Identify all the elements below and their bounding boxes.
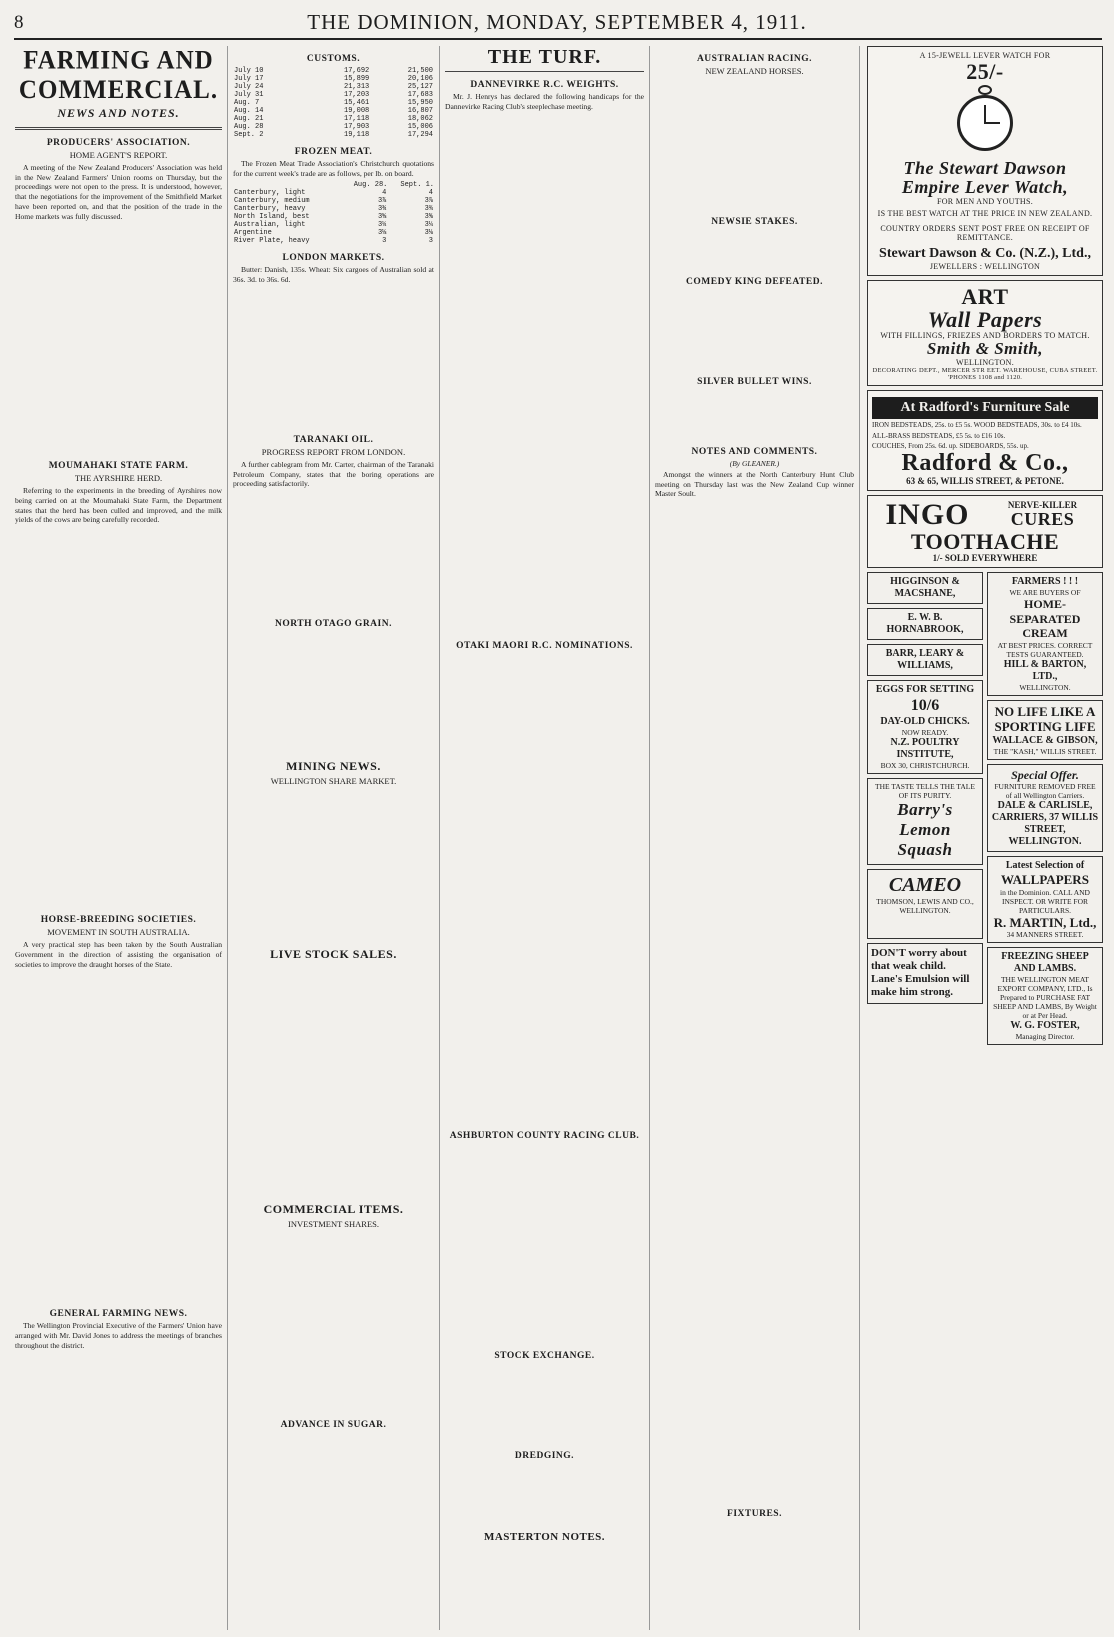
customs-cell: 17,903 bbox=[344, 123, 370, 131]
customs-cell: 15,950 bbox=[407, 99, 433, 107]
meat-cell: Australian, light bbox=[234, 221, 306, 230]
customs-row bbox=[233, 91, 434, 99]
ad-text: Managing Director. bbox=[1015, 1032, 1075, 1042]
stewart-dawson-ad bbox=[867, 46, 1103, 276]
article-subheading: NEW ZEALAND HORSES. bbox=[705, 66, 804, 76]
ad-headline: DAY-OLD CHICKS. bbox=[880, 715, 970, 727]
ad-headline: Empire Lever Watch, bbox=[901, 176, 1069, 197]
column-farming bbox=[10, 46, 228, 1630]
article-body bbox=[655, 289, 854, 369]
article-subheading: WELLINGTON SHARE MARKET. bbox=[270, 776, 397, 787]
ad-text: THOMSON, LEWIS AND CO., WELLINGTON. bbox=[876, 896, 974, 915]
customs-cell: 17,203 bbox=[344, 91, 370, 99]
customs-cell: 18,062 bbox=[407, 115, 433, 123]
article-body bbox=[655, 389, 854, 439]
ad-text: JEWELLERS : WELLINGTON bbox=[929, 261, 1041, 271]
customs-cell: July 17 bbox=[234, 75, 264, 83]
ad-text: DON'T worry about bbox=[871, 946, 967, 959]
ad-text: in the Dominion. bbox=[1000, 887, 1052, 897]
ad-text: DECORATING DEPT., MERCER STR EET. WAREHOUSE, CUBA STREET. 'PHONES 1108 and 1120. bbox=[872, 366, 1098, 381]
meat-cell: 3¾ bbox=[424, 205, 433, 214]
ad-text: BOX 30, CHRISTCHURCH. bbox=[880, 760, 970, 770]
column-australian-racing bbox=[650, 46, 860, 1630]
article-heading: TARANAKI OIL. bbox=[293, 434, 374, 445]
customs-row bbox=[233, 107, 434, 115]
ad-text: COUNTRY ORDERS SENT POST FREE ON RECEIPT OF REMITTANCE. bbox=[880, 223, 1090, 242]
customs-table bbox=[233, 67, 434, 139]
article-paragraph: Mr. J. Henrys has declared the following handicaps for the Dannevirke Racing Club's steeplechase meeting. bbox=[445, 92, 644, 111]
ad-firm: DALE & CARLISLE, CARRIERS, 37 WILLIS STREET, WELLINGTON. bbox=[991, 800, 1099, 848]
small-ads-right bbox=[987, 572, 1103, 1049]
article-subheading: INVESTMENT SHARES. bbox=[288, 1219, 379, 1230]
article-paragraph: A very practical step has been taken by the South Australian Government in the direction of assisting the organisation of societies to improve the draught horses of the State. bbox=[15, 940, 222, 969]
article-heading: OTAKI MAORI R.C. NOMINATIONS. bbox=[456, 641, 633, 652]
newspaper-title: THE DOMINION, MONDAY, SEPTEMBER 4, 1911. bbox=[307, 10, 807, 34]
ad-headline: FARMERS ! ! ! bbox=[1011, 576, 1079, 588]
ad-price: 25/- bbox=[966, 59, 1004, 84]
ad-headline: At Radford's Furniture Sale bbox=[872, 397, 1098, 419]
customs-cell: July 24 bbox=[234, 83, 264, 91]
ad-text: FURNITURE REMOVED FREE of all Wellington Carriers. bbox=[994, 782, 1096, 801]
frozen-meat-table bbox=[233, 181, 434, 245]
ad-headline: ART bbox=[961, 283, 1009, 309]
meat-header-cell: Sept. 1. bbox=[400, 181, 434, 190]
ad-firm: Radford & Co., bbox=[901, 450, 1069, 477]
article-paragraph: A further cablegram from Mr. Carter, chairman of the Taranaki Petroleum Company, states that the boring operations are proceeding satisfactorily. bbox=[233, 459, 434, 489]
ad-text: THE WELLINGTON MEAT EXPORT COMPANY, LTD., bbox=[997, 975, 1090, 994]
customs-cell: 16,807 bbox=[407, 107, 433, 115]
meat-cell: 3⅝ bbox=[424, 213, 433, 222]
column-entertainments-and-ads bbox=[862, 46, 1108, 1630]
customs-row bbox=[233, 131, 434, 139]
meat-cell: 3 bbox=[428, 237, 433, 246]
ad-text: THE TASTE TELLS THE TALE OF ITS PURITY. bbox=[875, 781, 975, 800]
ad-text: WELLINGTON. bbox=[1019, 682, 1071, 692]
meat-row bbox=[233, 229, 434, 237]
ad-text: Latest Selection of bbox=[1005, 860, 1085, 872]
ad-text: COUCHES, From 25s. 6d. up. SIDEBOARDS, 55s. up. bbox=[872, 442, 1029, 451]
ad-firm: WALLACE & GIBSON, bbox=[992, 734, 1098, 746]
ad-headline: Special Offer. bbox=[1011, 767, 1079, 782]
meat-row bbox=[233, 213, 434, 221]
ad-text: Lane's Emulsion will bbox=[871, 973, 970, 986]
meat-cell: Argentine bbox=[234, 229, 272, 238]
article-body bbox=[233, 789, 434, 939]
article-heading: NOTES AND COMMENTS. bbox=[691, 447, 818, 457]
meat-row bbox=[233, 221, 434, 229]
customs-row bbox=[233, 83, 434, 91]
small-ads-grid bbox=[867, 572, 1103, 1049]
article-body bbox=[233, 631, 434, 751]
ad-text: IRON BEDSTEADS, 25s. to £5 5s. WOOD BEDSTEADS, 30s. to £4 10s. bbox=[872, 420, 1082, 429]
meat-row bbox=[233, 197, 434, 205]
meat-cell: Canterbury, heavy bbox=[234, 205, 306, 214]
section-subtitle: NEWS AND NOTES. bbox=[57, 106, 180, 120]
divider bbox=[15, 127, 222, 130]
customs-cell: July 10 bbox=[234, 67, 264, 75]
ad-text: IS THE BEST WATCH AT THE PRICE IN NEW ZEALAND. bbox=[877, 208, 1093, 218]
ad-text: NOW READY. bbox=[901, 727, 949, 737]
meat-cell: 3¾ bbox=[377, 205, 387, 214]
ad-text: WE ARE BUYERS OF bbox=[1009, 588, 1081, 598]
ad-text: ALL-BRASS BEDSTEADS, £5 5s. to £16 10s. bbox=[872, 431, 1006, 440]
ad-text: AT BEST PRICES. CORRECT TESTS GUARANTEED. bbox=[997, 640, 1093, 659]
ad-text: A 15-JEWELL LEVER WATCH FOR bbox=[919, 51, 1051, 60]
ad-text: W. G. FOSTER, bbox=[1010, 1020, 1080, 1032]
article-heading: MASTERTON NOTES. bbox=[483, 1531, 606, 1544]
article-paragraph: Referring to the experiments in the breeding of Ayrshires now being carried on at the Moumahaki State Farm, the Department states that the herd has been culled and improved, and the milk yields of the cows are being carefully recorded. bbox=[15, 486, 222, 525]
meat-cell: 3⅝ bbox=[377, 213, 387, 222]
meat-row bbox=[233, 189, 434, 197]
article-heading: ASHBURTON COUNTY RACING CLUB. bbox=[449, 1131, 640, 1142]
article-heading: FROZEN MEAT. bbox=[294, 147, 373, 157]
ad-text: 1/- SOLD EVERYWHERE bbox=[932, 553, 1038, 564]
column-turf bbox=[440, 46, 650, 1630]
special-offer-ad bbox=[987, 764, 1103, 852]
sporting-life-ad bbox=[987, 700, 1103, 760]
article-heading: CUSTOMS. bbox=[306, 54, 361, 64]
meat-cell: 3⅞ bbox=[377, 197, 387, 206]
customs-cell: July 31 bbox=[234, 91, 264, 99]
lane-emulsion-ad bbox=[867, 943, 983, 1004]
article-body bbox=[445, 1363, 644, 1443]
customs-cell: 21,500 bbox=[407, 67, 433, 75]
cameo-ad bbox=[867, 869, 983, 939]
meat-cell: Canterbury, medium bbox=[234, 197, 310, 206]
ad-layout bbox=[872, 500, 1098, 530]
ad-firm: N.Z. POULTRY INSTITUTE, bbox=[890, 736, 960, 760]
ad-firm: HILL & BARTON, LTD., bbox=[1003, 658, 1087, 682]
customs-cell: 19,118 bbox=[344, 131, 370, 139]
radford-furniture-ad bbox=[867, 390, 1103, 491]
ad-text: CALL AND INSPECT. bbox=[1002, 887, 1090, 906]
customs-cell: Aug. 7 bbox=[234, 99, 260, 107]
ad-headline: Wall Papers bbox=[927, 306, 1043, 332]
ad-headline: INGO bbox=[885, 498, 970, 532]
ad-headline: NO LIFE LIKE A SPORTING LIFE bbox=[994, 703, 1096, 735]
customs-cell: 17,692 bbox=[344, 67, 370, 75]
article-body bbox=[445, 653, 644, 1123]
article-heading: STOCK EXCHANGE. bbox=[494, 1351, 595, 1362]
masthead-rule bbox=[14, 38, 1102, 40]
customs-cell: 21,313 bbox=[344, 83, 370, 91]
customs-cell: 17,683 bbox=[407, 91, 433, 99]
ad-headline: The Stewart Dawson bbox=[903, 158, 1067, 179]
freezing-ad bbox=[987, 947, 1103, 1045]
ad-text: 34 MANNERS STREET. bbox=[1006, 930, 1084, 940]
meat-cell: Canterbury, light bbox=[234, 189, 306, 198]
martin-wallpaper-ad bbox=[987, 856, 1103, 943]
customs-cell: 17,118 bbox=[344, 115, 370, 123]
article-paragraph: Butter: Danish, 135s. Wheat: Six cargoes of Australian sold at 36s. 3d. to 36s. 6d. bbox=[233, 265, 434, 285]
article-body bbox=[445, 1463, 644, 1523]
customs-row bbox=[233, 75, 434, 83]
article-heading: COMMERCIAL ITEMS. bbox=[263, 1202, 404, 1217]
customs-cell: 19,008 bbox=[344, 107, 370, 115]
ad-price: 10/6 bbox=[910, 697, 940, 715]
customs-cell: 15,899 bbox=[344, 75, 370, 83]
article-paragraph: The Wellington Provincial Executive of the Farmers' Union have arranged with Mr. David Jones to address the meetings of branches throughout the district. bbox=[15, 1321, 222, 1350]
ad-headline: HOME-SEPARATED CREAM bbox=[1009, 597, 1081, 641]
article-body bbox=[15, 971, 222, 1301]
smith-wallpaper-ad bbox=[867, 280, 1103, 386]
article-heading: NORTH OTAGO GRAIN. bbox=[275, 619, 392, 630]
article-paragraph: A meeting of the New Zealand Producers' Association was held in the New Zealand Farmers' Union rooms on Thursday, but the proceedings were not open to the press. It is understood, however, that the negotiations for the improvement of the Smithfield Market have been reported on, and that the position of the trade in the Home markets was fully discussed. bbox=[15, 163, 222, 221]
ad-text: 63 & 65, WILLIS STREET, & PETONE. bbox=[906, 476, 1064, 487]
ad-headline: WALLPAPERS bbox=[1001, 872, 1089, 888]
meat-cell: North Island, best bbox=[234, 213, 310, 222]
article-heading: LONDON MARKETS. bbox=[282, 253, 385, 264]
ad-firm: E. W. B. HORNABROOK, bbox=[886, 612, 964, 636]
article-body bbox=[233, 964, 434, 1194]
ad-firm: HIGGINSON & MACSHANE, bbox=[890, 576, 960, 600]
ad-text: OR WRITE FOR PARTICULARS. bbox=[1019, 896, 1088, 915]
article-paragraph: Amongst the winners at the North Canterbury Hunt Club meeting on Thursday last was the New Zealand Cup winner Master Soult. bbox=[655, 470, 854, 499]
ad-headline: CAMEO bbox=[888, 873, 962, 896]
ad-headline: Barry's Lemon Squash bbox=[897, 799, 953, 860]
article-heading: PRODUCERS' ASSOCIATION. bbox=[46, 138, 191, 148]
column-title: THE TURF. bbox=[445, 46, 644, 72]
article-body bbox=[655, 501, 854, 1501]
ad-text: CURES bbox=[1010, 509, 1075, 530]
article-body bbox=[655, 79, 854, 209]
meat-header-cell: Aug. 28. bbox=[353, 181, 388, 190]
small-ads-left bbox=[867, 572, 983, 1049]
article-subheading: HOME AGENT'S REPORT. bbox=[69, 150, 168, 160]
article-heading: MINING NEWS. bbox=[286, 759, 381, 774]
section-title: FARMING AND COMMERCIAL. bbox=[18, 46, 219, 105]
article-subheading: THE AYRSHIRE HERD. bbox=[74, 473, 163, 484]
customs-cell: Sept. 2 bbox=[234, 131, 264, 139]
article-heading: DREDGING. bbox=[514, 1451, 575, 1462]
column-commercial bbox=[228, 46, 440, 1630]
ad-firm: R. MARTIN, Ltd., bbox=[993, 914, 1097, 930]
ad-text: Is Prepared to PURCHASE FAT SHEEP AND LAMBS, By Weight or at Per Head. bbox=[993, 984, 1097, 1021]
ad-text: WELLINGTON. bbox=[955, 357, 1015, 367]
ad-text: WITH FILLINGS, FRIEZES AND BORDERS TO MATCH. bbox=[880, 331, 1090, 341]
article-body bbox=[15, 223, 222, 453]
meat-cell: 3⅛ bbox=[424, 229, 433, 238]
customs-cell: 20,106 bbox=[407, 75, 433, 83]
article-body bbox=[445, 113, 644, 633]
ad-firm: Stewart Dawson & Co. (N.Z.), Ltd., bbox=[879, 245, 1091, 261]
ad-text: that weak child. bbox=[871, 959, 946, 972]
customs-row bbox=[233, 123, 434, 131]
customs-cell: Aug. 14 bbox=[234, 107, 264, 115]
hornabrook-ad bbox=[867, 608, 983, 640]
meat-cell: 4 bbox=[428, 189, 433, 198]
ad-headline: FREEZING SHEEP AND LAMBS. bbox=[1001, 951, 1089, 975]
customs-row bbox=[233, 99, 434, 107]
watch-icon bbox=[955, 85, 1015, 157]
ad-headline: EGGS FOR SETTING bbox=[875, 684, 975, 696]
ad-text: NERVE-KILLER bbox=[1007, 500, 1078, 511]
meat-cell: 3¼ bbox=[424, 221, 433, 230]
article-heading: COMEDY KING DEFEATED. bbox=[686, 277, 823, 287]
article-subheading: PROGRESS REPORT FROM LONDON. bbox=[261, 446, 406, 457]
article-body bbox=[233, 491, 434, 611]
meat-cell: River Plate, heavy bbox=[234, 237, 310, 246]
higginson-ad bbox=[867, 572, 983, 604]
article-heading: GENERAL FARMING NEWS. bbox=[49, 1309, 188, 1320]
hill-barton-ad bbox=[987, 572, 1103, 695]
article-byline: (By GLEANER.) bbox=[729, 459, 780, 468]
ad-text: FOR MEN AND YOUTHS. bbox=[936, 196, 1034, 206]
customs-row bbox=[233, 115, 434, 123]
article-heading: SILVER BULLET WINS. bbox=[697, 377, 812, 387]
page-number: 8 bbox=[14, 12, 24, 33]
ad-text: THE "KASH," WILLIS STREET. bbox=[993, 746, 1097, 756]
meat-cell: 4 bbox=[382, 189, 387, 198]
article-heading: DANNEVIRKE R.C. WEIGHTS. bbox=[470, 80, 619, 90]
article-heading: NEWSIE STAKES. bbox=[711, 217, 798, 227]
article-heading: MOUMAHAKI STATE FARM. bbox=[48, 461, 189, 472]
article-body bbox=[233, 287, 434, 427]
article-body bbox=[445, 1143, 644, 1343]
ad-text: make him strong. bbox=[871, 986, 953, 999]
meat-row bbox=[233, 237, 434, 245]
meat-cell: 3⅞ bbox=[424, 197, 433, 206]
article-heading: ADVANCE IN SUGAR. bbox=[280, 1420, 387, 1431]
article-body bbox=[655, 229, 854, 269]
barr-ad bbox=[867, 644, 983, 676]
customs-cell: Aug. 28 bbox=[234, 123, 264, 131]
customs-cell: 17,294 bbox=[407, 131, 433, 139]
article-subheading: MOVEMENT IN SOUTH AUSTRALIA. bbox=[47, 927, 190, 938]
article-heading: FIXTURES. bbox=[727, 1509, 782, 1520]
article-heading: HORSE-BREEDING SOCIETIES. bbox=[40, 915, 197, 926]
article-heading: LIVE STOCK SALES. bbox=[270, 947, 397, 962]
article-body bbox=[15, 527, 222, 907]
meat-cell: 3 bbox=[382, 237, 387, 246]
ad-firm: BARR, LEARY & WILLIAMS, bbox=[885, 648, 965, 672]
article-body bbox=[233, 1232, 434, 1412]
article-heading: AUSTRALIAN RACING. bbox=[696, 54, 813, 64]
customs-cell: 15,461 bbox=[344, 99, 370, 107]
ad-right bbox=[987, 500, 1098, 530]
customs-row bbox=[233, 67, 434, 75]
meat-cell: 3¼ bbox=[377, 221, 387, 230]
customs-cell: Aug. 21 bbox=[234, 115, 264, 123]
lemon-squash-ad bbox=[867, 778, 983, 865]
meat-row bbox=[233, 205, 434, 213]
customs-cell: 15,006 bbox=[407, 123, 433, 131]
meat-cell: 3⅛ bbox=[377, 229, 387, 238]
ad-text: TOOTHACHE bbox=[910, 529, 1060, 555]
ad-firm: Smith & Smith, bbox=[926, 339, 1044, 359]
eggs-ad bbox=[867, 680, 983, 773]
customs-cell: 25,127 bbox=[407, 83, 433, 91]
article-paragraph: The Frozen Meat Trade Association's Christchurch quotations for the current week's trade are as follows, per lb. on board. bbox=[233, 159, 434, 178]
meat-header-cell bbox=[233, 181, 341, 189]
ingo-toothache-ad bbox=[867, 495, 1103, 568]
masthead bbox=[0, 0, 1114, 40]
